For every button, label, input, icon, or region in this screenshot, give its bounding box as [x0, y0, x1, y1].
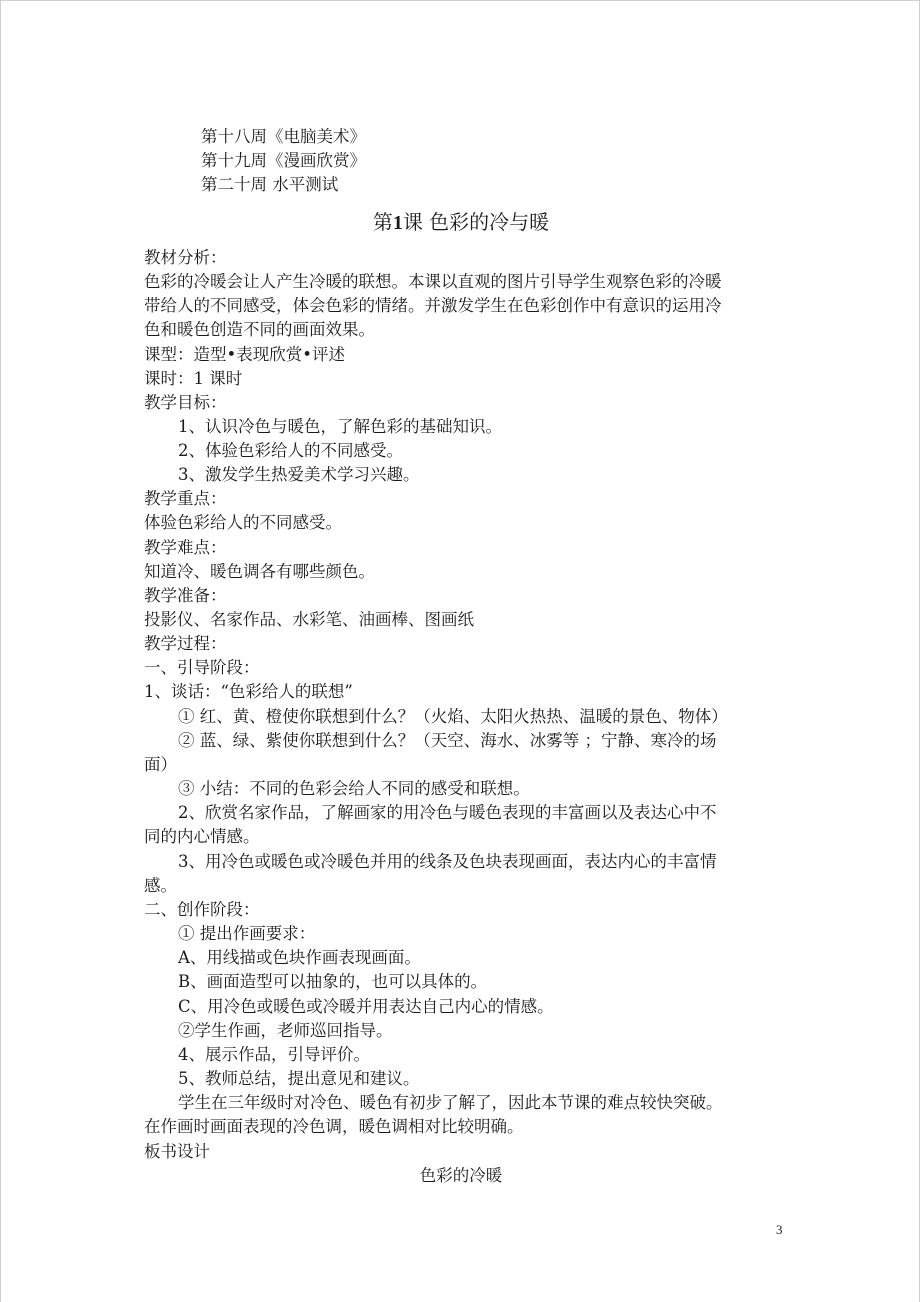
question-2: ② 蓝、绿、紫使你联想到什么？（天空、海水、冰雾等 ；宁静、寒冷的场	[178, 731, 717, 750]
lesson-hours: 课时：1 课时	[144, 369, 243, 388]
preparation-text: 投影仪、名家作品、水彩笔、油画棒、图画纸	[144, 610, 474, 629]
step-4: 4、展示作品，引导评价。	[178, 1045, 370, 1064]
objective-item: 3、激发学生热爱美术学习兴趣。	[178, 465, 420, 484]
key-point-text: 体验色彩给人的不同感受。	[144, 513, 342, 532]
analysis-heading: 教材分析：	[144, 248, 227, 267]
board-design-title: 色彩的冷暖	[419, 1166, 503, 1185]
difficulty-heading: 教学难点：	[144, 538, 227, 557]
analysis-line: 带给人的不同感受，体会色彩的情绪。并激发学生在色彩创作中有意识的运用冷	[144, 296, 722, 315]
schedule-week-20: 第二十周 水平测试	[201, 175, 339, 194]
schedule-week-19: 第十九周《漫画欣赏》	[201, 151, 366, 170]
step-2: 2、欣赏名家作品，了解画家的用冷色与暖色表现的丰富画以及表达心中不	[178, 803, 717, 822]
reflection-line: 在作画时画面表现的冷色调，暖色调相对比较明确。	[144, 1117, 524, 1136]
talk-topic: 1、谈话：“色彩给人的联想”	[144, 682, 353, 701]
key-point-heading: 教学重点：	[144, 489, 227, 508]
reflection-line: 学生在三年级时对冷色、暖色有初步了解了，因此本节课的难点较快突破。	[178, 1093, 723, 1112]
requirement-heading: ① 提出作画要求：	[178, 924, 316, 943]
process-heading: 教学过程：	[144, 634, 227, 653]
stage-1-heading: 一、引导阶段：	[144, 658, 260, 677]
question-2-cont: 面）	[144, 755, 177, 774]
step-3: 3、用冷色或暖色或冷暖色并用的线条及色块表现画面，表达内心的丰富情	[178, 852, 717, 871]
requirement-c: C、用冷色或暖色或冷暖并用表达自己内心的情感。	[178, 997, 554, 1016]
difficulty-text: 知道冷、暖色调各有哪些颜色。	[144, 562, 375, 581]
lesson-title: 第1课 色彩的冷与暖	[372, 210, 550, 234]
schedule-week-18: 第十八周《电脑美术》	[201, 127, 366, 146]
preparation-heading: 教学准备：	[144, 586, 227, 605]
requirement-a: A、用线描或色块作画表现画面。	[178, 948, 421, 967]
step-2-cont: 同的内心情感。	[144, 827, 260, 846]
lesson-type: 课型：造型•表现欣赏•评述	[144, 345, 345, 364]
analysis-line: 色彩的冷暖会让人产生冷暖的联想。本课以直观的图片引导学生观察色彩的冷暖	[144, 272, 722, 291]
stage-2-heading: 二、创作阶段：	[144, 900, 260, 919]
summary-point: ③ 小结：不同的色彩会给人不同的感受和联想。	[178, 779, 530, 798]
step-5: 5、教师总结，提出意见和建议。	[178, 1069, 420, 1088]
analysis-line: 色和暖色创造不同的画面效果。	[144, 320, 375, 339]
objective-item: 1、认识冷色与暖色，了解色彩的基础知识。	[178, 417, 502, 436]
board-design-heading: 板书设计	[144, 1142, 210, 1161]
requirement-b: B、画面造型可以抽象的，也可以具体的。	[178, 972, 488, 991]
guidance: ②学生作画，老师巡回指导。	[178, 1021, 393, 1040]
step-3-cont: 感。	[144, 876, 177, 895]
objectives-heading: 教学目标：	[144, 393, 227, 412]
page-number: 3	[776, 1222, 783, 1237]
question-1: ① 红、黄、橙使你联想到什么？（火焰、太阳火热热、温暖的景色、物体）	[178, 707, 728, 726]
objective-item: 2、体验色彩给人的不同感受。	[178, 441, 403, 460]
